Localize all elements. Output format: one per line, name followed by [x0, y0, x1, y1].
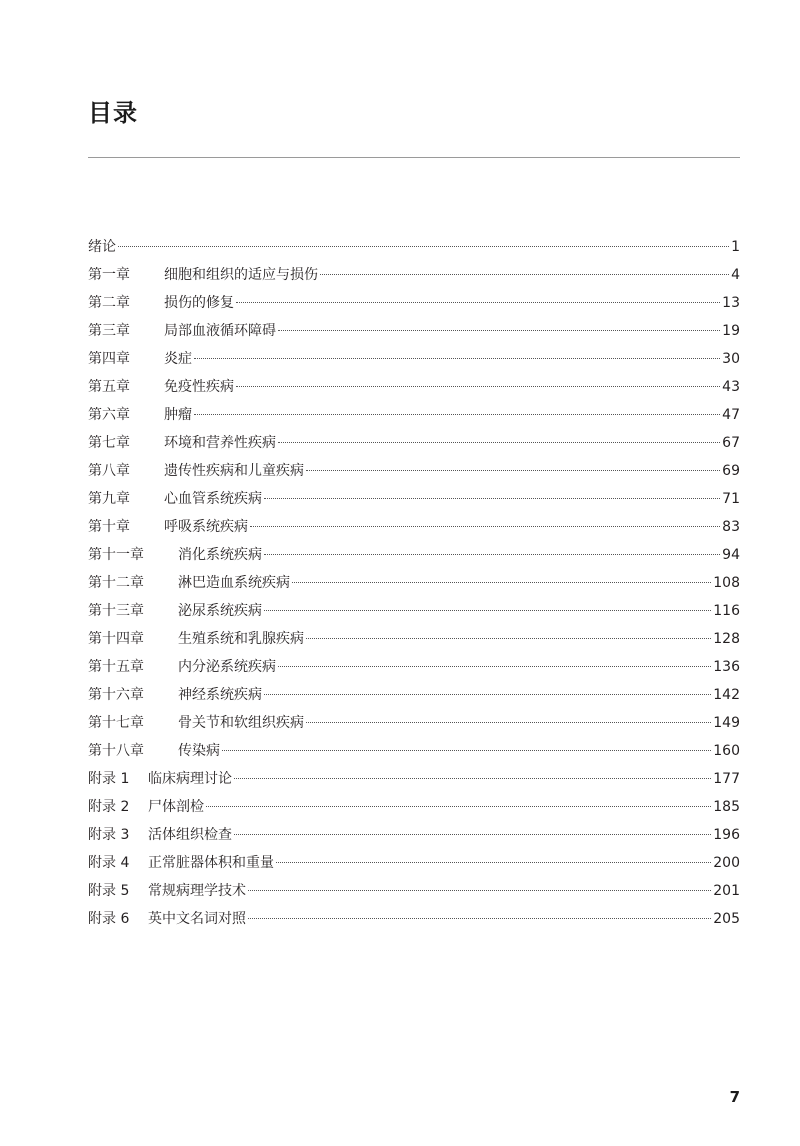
toc-title: 泌尿系统疾病	[178, 603, 262, 619]
dot-leader	[248, 918, 711, 919]
toc-title: 局部血液循环障碍	[164, 323, 276, 339]
toc-entry[interactable]	[88, 485, 740, 513]
toc-entry[interactable]	[88, 793, 740, 821]
dot-leader	[264, 610, 711, 611]
dot-leader	[276, 862, 711, 863]
toc-chapter-label: 第三章	[88, 323, 130, 339]
toc-chapter-label: 附录 5	[88, 883, 130, 899]
toc-chapter-label: 第六章	[88, 407, 130, 423]
toc-title: 活体组织检查	[148, 827, 232, 843]
page-number: 7	[729, 1088, 740, 1106]
toc-entry[interactable]	[88, 233, 740, 261]
toc-page-number: 185	[713, 799, 740, 815]
toc-title: 内分泌系统疾病	[178, 659, 276, 675]
toc-entry[interactable]	[88, 457, 740, 485]
toc-chapter-label: 第十四章	[88, 631, 144, 647]
toc-chapter-label: 第十三章	[88, 603, 144, 619]
toc-page-number: 71	[722, 491, 740, 507]
toc-entry[interactable]	[88, 877, 740, 905]
toc-page-number: 160	[713, 743, 740, 759]
dot-leader	[248, 890, 711, 891]
toc-entry[interactable]	[88, 681, 740, 709]
dot-leader	[234, 834, 711, 835]
dot-leader	[250, 526, 720, 527]
toc-title: 炎症	[164, 351, 192, 367]
toc-title: 临床病理讨论	[148, 771, 232, 787]
toc-page-number: 201	[713, 883, 740, 899]
toc-page-number: 94	[722, 547, 740, 563]
toc-title: 淋巴造血系统疾病	[178, 575, 290, 591]
toc-chapter-label: 附录 4	[88, 855, 130, 871]
toc-entry[interactable]	[88, 541, 740, 569]
toc-entry[interactable]	[88, 905, 740, 933]
toc-page-number: 67	[722, 435, 740, 451]
toc-page-number: 4	[731, 267, 740, 283]
dot-leader	[278, 666, 711, 667]
toc-entry[interactable]	[88, 737, 740, 765]
toc-page-number: 83	[722, 519, 740, 535]
toc-title: 呼吸系统疾病	[164, 519, 248, 535]
toc-entry[interactable]	[88, 597, 740, 625]
toc-title: 常规病理学技术	[148, 883, 246, 899]
dot-leader	[236, 302, 720, 303]
toc-page-number: 177	[713, 771, 740, 787]
toc-page-number: 30	[722, 351, 740, 367]
toc-page-number: 142	[713, 687, 740, 703]
toc-entry[interactable]	[88, 317, 740, 345]
toc-entry[interactable]	[88, 261, 740, 289]
dot-leader	[222, 750, 711, 751]
dot-leader	[118, 246, 729, 247]
toc-title: 肿瘤	[164, 407, 192, 423]
dot-leader	[194, 414, 720, 415]
toc-chapter-label: 附录 1	[88, 771, 130, 787]
dot-leader	[278, 442, 720, 443]
toc-chapter-label: 第十八章	[88, 743, 144, 759]
toc-title: 免疫性疾病	[164, 379, 234, 395]
toc-title: 传染病	[178, 743, 220, 759]
dot-leader	[306, 722, 711, 723]
toc-title: 英中文名词对照	[148, 911, 246, 927]
toc-entry[interactable]	[88, 345, 740, 373]
toc-entry[interactable]	[88, 569, 740, 597]
toc-title: 细胞和组织的适应与损伤	[164, 267, 318, 283]
toc-entry[interactable]	[88, 429, 740, 457]
toc-entry[interactable]	[88, 625, 740, 653]
toc-page-number: 136	[713, 659, 740, 675]
toc-entry[interactable]	[88, 765, 740, 793]
dot-leader	[264, 694, 711, 695]
toc-title: 消化系统疾病	[178, 547, 262, 563]
toc-title: 心血管系统疾病	[164, 491, 262, 507]
toc-page-number: 128	[713, 631, 740, 647]
dot-leader	[278, 330, 720, 331]
toc-title: 绪论	[88, 239, 116, 255]
dot-leader	[264, 554, 720, 555]
toc-entry[interactable]	[88, 821, 740, 849]
toc-entry[interactable]	[88, 709, 740, 737]
dot-leader	[306, 638, 711, 639]
dot-leader	[206, 806, 711, 807]
toc-page-number: 116	[713, 603, 740, 619]
toc-entry[interactable]	[88, 373, 740, 401]
toc-chapter-label: 第四章	[88, 351, 130, 367]
toc-title: 神经系统疾病	[178, 687, 262, 703]
toc-entry[interactable]	[88, 401, 740, 429]
toc-title: 尸体剖检	[148, 799, 204, 815]
toc-entry[interactable]	[88, 653, 740, 681]
toc-page-number: 13	[722, 295, 740, 311]
dot-leader	[236, 386, 720, 387]
toc-title: 遗传性疾病和儿童疾病	[164, 463, 304, 479]
toc-chapter-label: 第十一章	[88, 547, 144, 563]
toc-chapter-label: 第十五章	[88, 659, 144, 675]
toc-page-number: 108	[713, 575, 740, 591]
toc-chapter-label: 第十二章	[88, 575, 144, 591]
toc-title: 环境和营养性疾病	[164, 435, 276, 451]
toc-page-number: 196	[713, 827, 740, 843]
toc-title: 骨关节和软组织疾病	[178, 715, 304, 731]
toc-page-number: 149	[713, 715, 740, 731]
toc-chapter-label: 第七章	[88, 435, 130, 451]
page-title: 目录	[88, 99, 138, 127]
toc-page-number: 205	[713, 911, 740, 927]
toc-page-number: 43	[722, 379, 740, 395]
toc-chapter-label: 第十六章	[88, 687, 144, 703]
dot-leader	[264, 498, 720, 499]
dot-leader	[320, 274, 729, 275]
toc-chapter-label: 第二章	[88, 295, 130, 311]
toc-chapter-label: 第十七章	[88, 715, 144, 731]
dot-leader	[194, 358, 720, 359]
toc-entry[interactable]	[88, 513, 740, 541]
toc-chapter-label: 附录 2	[88, 799, 130, 815]
toc-title: 生殖系统和乳腺疾病	[178, 631, 304, 647]
toc-chapter-label: 附录 3	[88, 827, 130, 843]
toc-title: 正常脏器体积和重量	[148, 855, 274, 871]
toc-page-number: 69	[722, 463, 740, 479]
toc-entry[interactable]	[88, 289, 740, 317]
toc-chapter-label: 第八章	[88, 463, 130, 479]
dot-leader	[306, 470, 720, 471]
toc-chapter-label: 第五章	[88, 379, 130, 395]
toc-page-number: 200	[713, 855, 740, 871]
toc-page-number: 1	[731, 239, 740, 255]
dot-leader	[234, 778, 711, 779]
title-divider	[88, 157, 740, 158]
toc-chapter-label: 第一章	[88, 267, 130, 283]
toc-entry[interactable]	[88, 849, 740, 877]
toc-chapter-label: 附录 6	[88, 911, 130, 927]
toc-title: 损伤的修复	[164, 295, 234, 311]
toc-chapter-label: 第九章	[88, 491, 130, 507]
toc-page-number: 19	[722, 323, 740, 339]
dot-leader	[292, 582, 711, 583]
toc-page-number: 47	[722, 407, 740, 423]
toc-chapter-label: 第十章	[88, 519, 130, 535]
table-of-contents	[88, 233, 740, 933]
